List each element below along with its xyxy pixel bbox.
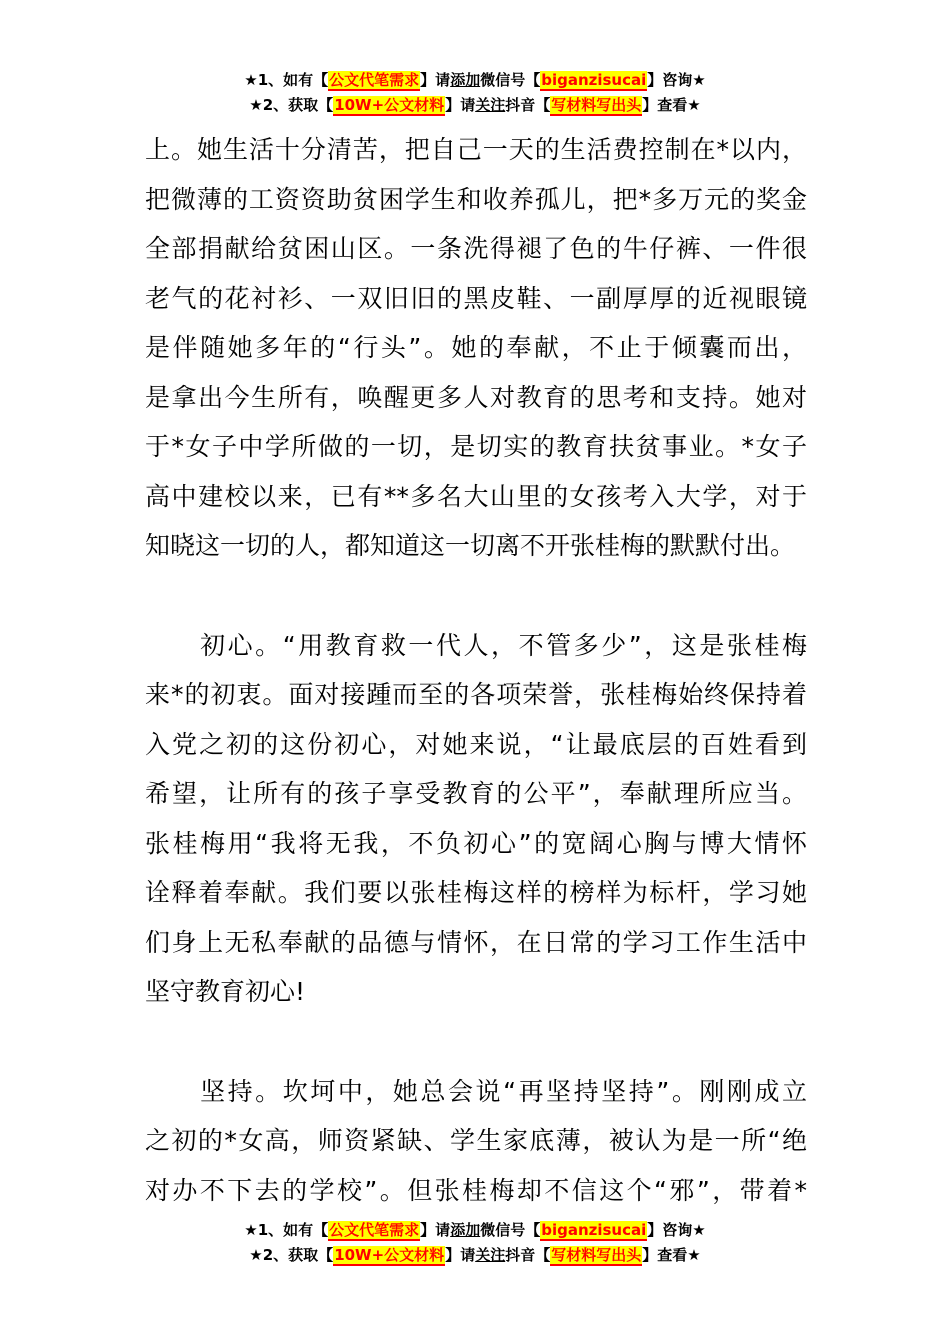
text-line: 高中建校以来，已有**多名大山里的女孩考入大学，对于 bbox=[145, 481, 807, 511]
banner-line-2 bbox=[0, 93, 950, 118]
text-line: 是拿出今生所有，唤醒更多人对教育的思考和支持。她对 bbox=[145, 382, 807, 412]
highlight-materials: 10W+公文材料 bbox=[334, 1246, 445, 1264]
banner-text: ★2、获取【 bbox=[249, 96, 334, 114]
underlined-follow: 关注 bbox=[475, 96, 506, 114]
banner-text: 】咨询★ bbox=[647, 71, 706, 89]
banner-text: 抖音【 bbox=[505, 1246, 551, 1264]
text-line: 坚持。坎坷中，她总会说“再坚持坚持”。刚刚成立 bbox=[145, 1076, 807, 1106]
banner-line-1 bbox=[0, 1218, 950, 1243]
banner-text: 】查看★ bbox=[642, 96, 701, 114]
banner-text: 】咨询★ bbox=[647, 1221, 706, 1239]
highlight-wechat-id: biganzisucai bbox=[541, 71, 647, 89]
text-line: 们身上无私奉献的品德与情怀，在日常的学习工作生活中 bbox=[145, 927, 807, 957]
text-line: 把微薄的工资资助贫困学生和收养孤儿，把*多万元的奖金 bbox=[145, 184, 807, 214]
text-line: 对办不下去的学校”。但张桂梅却不信这个“邪”，带着* bbox=[145, 1175, 807, 1205]
text-line: 之初的*女高，师资紧缺、学生家底薄，被认为是一所“绝 bbox=[145, 1126, 807, 1155]
document-body bbox=[145, 125, 807, 1215]
header-banner bbox=[0, 68, 950, 118]
text-line: 老气的花衬衫、一双旧旧的黑皮鞋、一副厚厚的近视眼镜 bbox=[145, 283, 807, 313]
banner-text: 】请 bbox=[420, 71, 451, 89]
highlight-douyin-account: 写材料写出头 bbox=[551, 96, 642, 114]
highlight-materials: 10W+公文材料 bbox=[334, 96, 445, 114]
banner-text: ★1、如有【 bbox=[244, 1221, 329, 1239]
highlight-service: 公文代笔需求 bbox=[329, 1221, 420, 1239]
banner-text: ★1、如有【 bbox=[244, 71, 329, 89]
banner-text: 】请 bbox=[445, 1246, 476, 1264]
highlight-douyin-account: 写材料写出头 bbox=[551, 1246, 642, 1264]
paragraph-gap bbox=[145, 571, 807, 621]
banner-text: 抖音【 bbox=[505, 96, 551, 114]
text-line: 全部捐献给贫困山区。一条洗得褪了色的牛仔裤、一件很 bbox=[145, 234, 807, 263]
text-line: 来*的初衷。面对接踵而至的各项荣誉，张桂梅始终保持着 bbox=[145, 680, 807, 709]
paragraph-persistence bbox=[145, 1067, 807, 1216]
banner-text: ★2、获取【 bbox=[249, 1246, 334, 1264]
text-line: 是伴随她多年的“行头”。她的奉献，不止于倾囊而出， bbox=[145, 333, 807, 362]
underlined-follow: 关注 bbox=[475, 1246, 506, 1264]
banner-text: 】请 bbox=[420, 1221, 451, 1239]
banner-text: 】查看★ bbox=[642, 1246, 701, 1264]
banner-line-1 bbox=[0, 68, 950, 93]
highlight-service: 公文代笔需求 bbox=[329, 71, 420, 89]
banner-text: 】请 bbox=[445, 96, 476, 114]
text-line: 诠释着奉献。我们要以张桂梅这样的榜样为标杆，学习她 bbox=[145, 878, 807, 907]
underlined-add: 添加 bbox=[450, 71, 481, 89]
banner-text: 微信号【 bbox=[480, 71, 541, 89]
highlight-wechat-id: biganzisucai bbox=[541, 1221, 647, 1239]
banner-line-2 bbox=[0, 1243, 950, 1268]
text-line: 坚守教育初心! bbox=[145, 977, 306, 1006]
text-line: 于*女子中学所做的一切，是切实的教育扶贫事业。*女子 bbox=[145, 432, 807, 461]
text-line: 上。她生活十分清苦，把自己一天的生活费控制在*以内， bbox=[145, 135, 807, 164]
underlined-add: 添加 bbox=[450, 1221, 481, 1239]
paragraph-gap bbox=[145, 1017, 807, 1067]
text-line: 入党之初的这份初心，对她来说，“让最底层的百姓看到 bbox=[145, 729, 807, 759]
footer-banner bbox=[0, 1218, 950, 1268]
text-line: 初心。“用教育救一代人，不管多少”，这是张桂梅 bbox=[145, 630, 807, 660]
text-line: 张桂梅用“我将无我，不负初心”的宽阔心胸与博大情怀 bbox=[145, 828, 807, 858]
text-line: 知晓这一切的人，都知道这一切离不开张桂梅的默默付出。 bbox=[145, 531, 796, 560]
paragraph-original-aspiration bbox=[145, 621, 807, 1017]
paragraph-dedication bbox=[145, 125, 807, 571]
text-line: 希望，让所有的孩子享受教育的公平”，奉献理所应当。 bbox=[145, 779, 807, 808]
banner-text: 微信号【 bbox=[480, 1221, 541, 1239]
